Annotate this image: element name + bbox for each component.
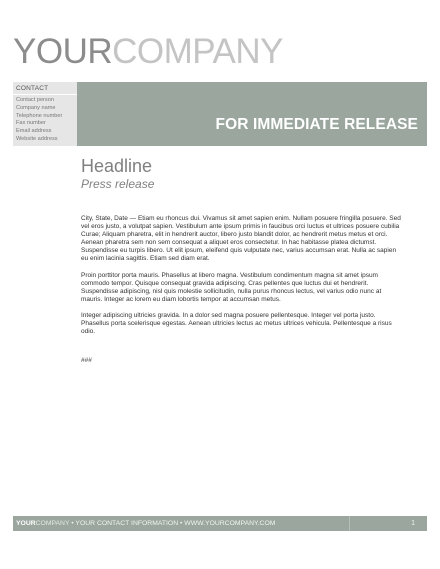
contact-company-name: Company name bbox=[16, 104, 56, 111]
footer-contact-info: • YOUR CONTACT INFORMATION • WWW.YOURCOMPANY.COM bbox=[69, 520, 276, 527]
paragraph-3: Integer adipiscing ultricies gravida. In a dolor sed magna posuere pellentesque. Integer vel porta justo. Phasellus porta scelerisque egestas. Aenean ultricies lectus ac metus ultrices vehicula. Pellentesque a risus odio. bbox=[81, 312, 392, 336]
contact-divider bbox=[13, 94, 77, 95]
headline: Headline bbox=[81, 156, 153, 176]
body-text bbox=[81, 215, 403, 345]
logo-company: COMPANY bbox=[112, 32, 283, 71]
footer-bar bbox=[13, 516, 427, 531]
page-number: 1 bbox=[411, 520, 415, 527]
contact-email: Email address bbox=[16, 128, 52, 135]
company-logo bbox=[13, 34, 283, 69]
footer-separator bbox=[349, 516, 350, 531]
contact-person: Contact person bbox=[16, 97, 54, 103]
contact-website: Website address bbox=[16, 135, 58, 142]
contact-title: CONTACT bbox=[16, 85, 49, 92]
footer-text bbox=[16, 520, 275, 527]
logo-your: YOUR bbox=[13, 32, 113, 71]
contact-lines bbox=[16, 97, 62, 144]
contact-fax: Fax number bbox=[16, 120, 46, 127]
banner-title: FOR IMMEDIATE RELEASE bbox=[215, 116, 418, 133]
press-release-subhead: Press release bbox=[81, 177, 155, 191]
footer-your: YOUR bbox=[16, 520, 36, 527]
paragraph-1: City, State, Date — Etiam eu rhoncus dui. Vivamus sit amet sapien enim. Nullam posuere fringilla posuere. Sed vel eros justo, a volutpat sapien. Vestibulum ante ipsum primis in faucibus orci luctus et ultrices posuere cubilia Curae; Aliquam pharetra, elit in hendrerit auctor, libero justo blandit dolor, ac hendrerit metus metus et orci. Aenean pharetra sem non sem consequat a aliquet eros consectetur. In hac habitasse platea dictumst. Suspendisse eu turpis libero. Ut elit ipsum, eleifend quis vulputate nec, varius accumsan erat. Nulla ac sapien eu enim lacinia sagittis. Etiam sed diam erat. bbox=[81, 215, 401, 263]
footer-company: COMPANY bbox=[35, 520, 70, 527]
contact-sidebar bbox=[13, 82, 77, 146]
release-banner bbox=[77, 82, 427, 146]
paragraph-2: Proin porttitor porta mauris. Phasellus at libero magna. Vestibulum condimentum magna sit amet ipsum commodo tempor. Quisque consequat gravida adipiscing. Cras pellentes que luctus dui et hendrerit. Suspendisse adipiscing, nisl quis molestie sollicitudin, nulla purus rhoncus lectus, vel varius odio nunc at mauris. Integer ac lorem eu diam lobortis tempor at accumsan metus. bbox=[81, 271, 382, 303]
end-mark: ### bbox=[81, 357, 92, 364]
contact-telephone: Telephone number bbox=[16, 112, 63, 119]
